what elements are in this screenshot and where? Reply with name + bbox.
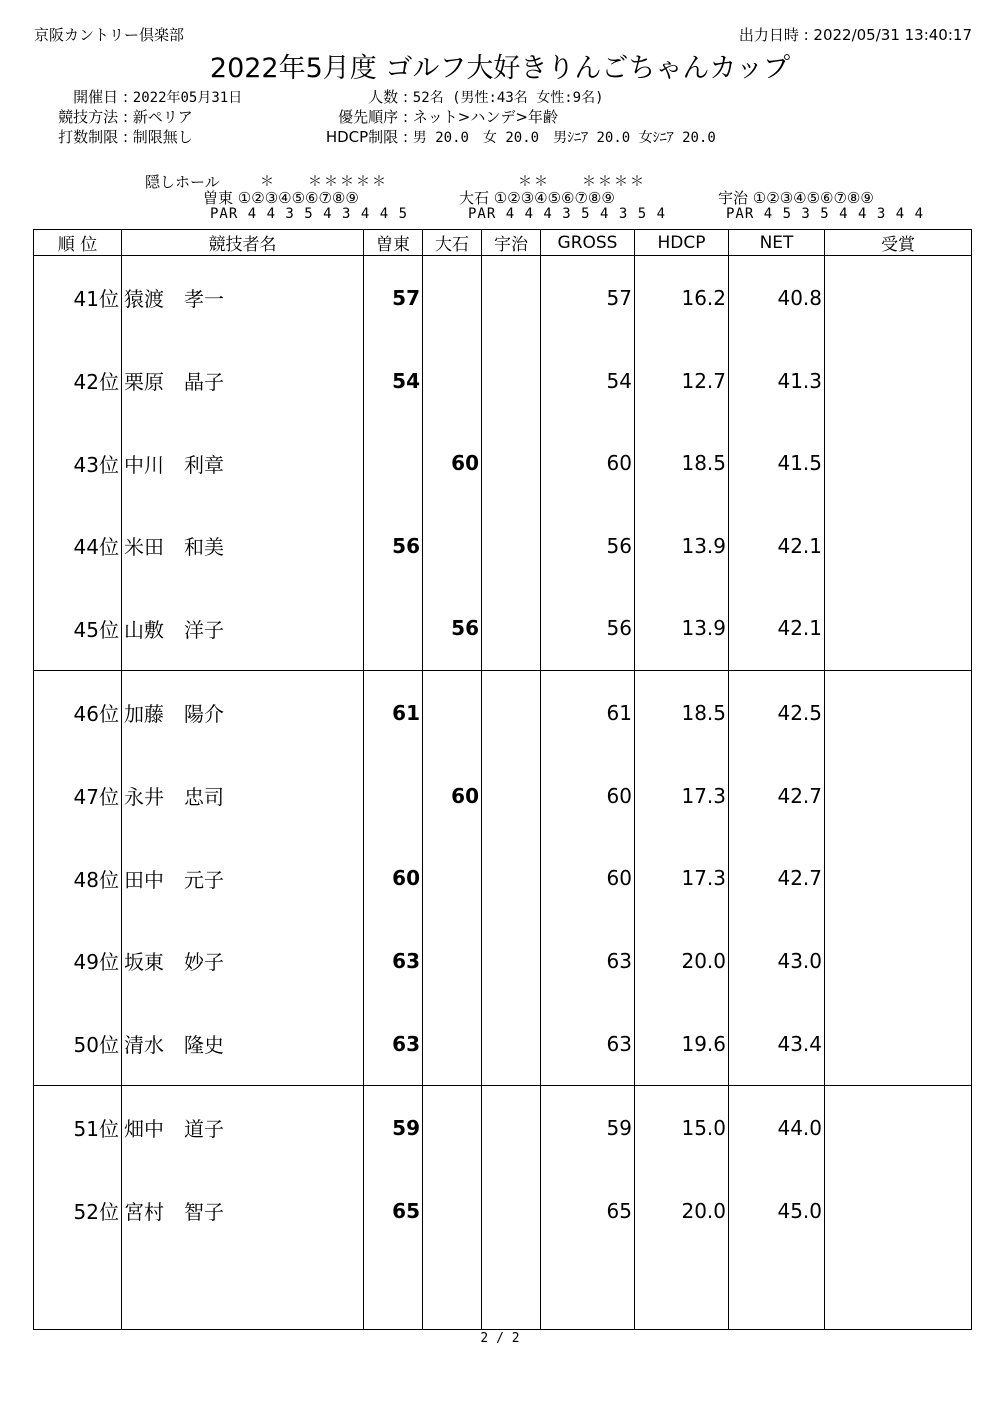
net-cell: 42.7	[729, 754, 825, 836]
course1-par: PAR 4 4 3 5 4 3 4 4 5	[210, 206, 409, 222]
gross-cell: 61	[541, 671, 635, 755]
rank-cell: 51位	[34, 1086, 122, 1170]
page-title: 2022年5月度 ゴルフ大好きりんごちゃんカップ	[209, 53, 791, 84]
info-method-label: 競技方法 :	[58, 108, 128, 126]
rank-cell: 41位	[34, 256, 122, 340]
player-name-cell: 加藤 陽介	[122, 671, 364, 755]
table-row	[34, 256, 972, 340]
hdcp-cell: 13.9	[635, 587, 729, 671]
empty-cell	[34, 1252, 122, 1329]
course3-score-cell	[482, 671, 541, 755]
player-name-cell: 米田 和美	[122, 504, 364, 586]
table-row	[34, 1002, 972, 1086]
course3-score-cell	[482, 587, 541, 671]
col-rank-header: 順 位	[34, 230, 122, 256]
empty-cell	[122, 1252, 364, 1329]
player-name-cell: 栗原 晶子	[122, 339, 364, 421]
award-cell	[825, 837, 972, 919]
hdcp-cell: 18.5	[635, 671, 729, 755]
hidden-holes-label: 隠しホール	[145, 173, 220, 191]
course1-score-cell: 61	[364, 671, 423, 755]
course2-score-cell	[423, 504, 482, 586]
award-cell	[825, 1002, 972, 1086]
gross-cell: 60	[541, 837, 635, 919]
award-cell	[825, 919, 972, 1001]
course3-score-cell	[482, 754, 541, 836]
table-row	[34, 754, 972, 836]
hdcp-cell: 18.5	[635, 422, 729, 504]
col-course1-header: 曽東	[364, 230, 423, 256]
info-priority	[300, 106, 558, 127]
course2-score-cell	[423, 837, 482, 919]
info-hdcp-label: HDCP制限 :	[325, 128, 408, 146]
gross-cell: 63	[541, 1002, 635, 1086]
col-course3-header: 宇治	[482, 230, 541, 256]
course3-score-cell	[482, 837, 541, 919]
rank-cell: 50位	[34, 1002, 122, 1086]
info-method	[40, 106, 193, 127]
net-cell: 43.4	[729, 1002, 825, 1086]
col-net-header: NET	[729, 230, 825, 256]
course1-score-cell: 56	[364, 504, 423, 586]
course1-score-cell: 60	[364, 837, 423, 919]
player-name-cell: 山敷 洋子	[122, 587, 364, 671]
course2-score-cell: 60	[423, 422, 482, 504]
award-cell	[825, 1086, 972, 1170]
award-cell	[825, 256, 972, 340]
player-name-cell: 田中 元子	[122, 837, 364, 919]
col-gross-header: GROSS	[541, 230, 635, 256]
table-row	[34, 671, 972, 755]
gross-cell: 60	[541, 422, 635, 504]
rank-cell: 47位	[34, 754, 122, 836]
table-row	[34, 339, 972, 421]
course3-score-cell	[482, 1002, 541, 1086]
table-row	[34, 1170, 972, 1252]
course3-score-cell	[482, 339, 541, 421]
empty-cell	[635, 1252, 729, 1329]
course3-score-cell	[482, 504, 541, 586]
course2-score-cell	[423, 919, 482, 1001]
hdcp-cell: 17.3	[635, 754, 729, 836]
table-row	[34, 837, 972, 919]
course1-hidden-stars: ＊ ＊＊＊＊＊	[260, 174, 388, 190]
info-priority-value: ネット>ハンデ>年齢	[412, 108, 558, 126]
course2-holes	[459, 187, 615, 208]
course2-score-cell	[423, 256, 482, 340]
rank-cell: 52位	[34, 1170, 122, 1252]
award-cell	[825, 671, 972, 755]
course1-score-cell: 59	[364, 1086, 423, 1170]
net-cell: 42.7	[729, 837, 825, 919]
course1-name: 曽東	[203, 189, 234, 207]
rank-cell: 48位	[34, 837, 122, 919]
player-name-cell: 坂東 妙子	[122, 919, 364, 1001]
info-date	[40, 86, 242, 107]
player-name-cell: 猿渡 孝一	[122, 256, 364, 340]
empty-cell	[825, 1252, 972, 1329]
player-name-cell: 宮村 智子	[122, 1170, 364, 1252]
gross-cell: 57	[541, 256, 635, 340]
col-hdcp-header: HDCP	[635, 230, 729, 256]
col-award-header: 受賞	[825, 230, 972, 256]
hdcp-cell: 20.0	[635, 919, 729, 1001]
course3-score-cell	[482, 256, 541, 340]
rank-cell: 43位	[34, 422, 122, 504]
table-row	[34, 504, 972, 586]
table-row	[34, 422, 972, 504]
empty-cell	[364, 1252, 423, 1329]
gross-cell: 54	[541, 339, 635, 421]
gross-cell: 63	[541, 919, 635, 1001]
course2-score-cell	[423, 339, 482, 421]
course2-hidden-stars: ＊＊ ＊＊＊＊	[518, 174, 646, 190]
course2-score-cell	[423, 1002, 482, 1086]
info-hdcp-value: 男 20.0 女 20.0 男ｼﾆｱ 20.0 女ｼﾆｱ 20.0	[412, 130, 716, 146]
table-row	[34, 919, 972, 1001]
award-cell	[825, 587, 972, 671]
course1-score-cell	[364, 587, 423, 671]
course2-par: PAR 4 4 4 3 5 4 3 5 4	[468, 206, 667, 222]
net-cell: 45.0	[729, 1170, 825, 1252]
rank-cell: 45位	[34, 587, 122, 671]
gross-cell: 56	[541, 504, 635, 586]
info-limit	[40, 126, 193, 147]
print-timestamp: 出力日時 : 2022/05/31 13:40:17	[738, 26, 972, 44]
net-cell: 44.0	[729, 1086, 825, 1170]
course1-score-cell	[364, 754, 423, 836]
player-name-cell: 中川 利章	[122, 422, 364, 504]
rank-cell: 44位	[34, 504, 122, 586]
course1-score-cell: 63	[364, 919, 423, 1001]
course2-name: 大石	[459, 189, 490, 207]
info-limit-label: 打数制限 :	[58, 128, 128, 146]
course1-score-cell: 54	[364, 339, 423, 421]
empty-cell	[482, 1252, 541, 1329]
player-name-cell: 永井 忠司	[122, 754, 364, 836]
table-row	[34, 1086, 972, 1170]
info-limit-value: 制限無し	[132, 128, 193, 146]
hdcp-cell: 15.0	[635, 1086, 729, 1170]
hdcp-cell: 13.9	[635, 504, 729, 586]
course3-name: 宇治	[718, 189, 749, 207]
hdcp-cell: 20.0	[635, 1170, 729, 1252]
info-players-value: 52名 (男性:43名 女性:9名)	[412, 90, 604, 106]
results-table	[33, 229, 972, 1330]
net-cell: 42.1	[729, 504, 825, 586]
empty-cell	[423, 1252, 482, 1329]
course1-score-cell: 63	[364, 1002, 423, 1086]
course2-score-cell: 56	[423, 587, 482, 671]
course2-score-cell: 60	[423, 754, 482, 836]
club-name: 京阪カントリー倶楽部	[34, 26, 185, 44]
table-filler-row	[34, 1252, 972, 1329]
course2-score-cell	[423, 671, 482, 755]
gross-cell: 59	[541, 1086, 635, 1170]
empty-cell	[541, 1252, 635, 1329]
hdcp-cell: 17.3	[635, 837, 729, 919]
info-players	[300, 86, 604, 107]
net-cell: 40.8	[729, 256, 825, 340]
gross-cell: 56	[541, 587, 635, 671]
rank-cell: 42位	[34, 339, 122, 421]
hdcp-cell: 12.7	[635, 339, 729, 421]
hdcp-cell: 19.6	[635, 1002, 729, 1086]
course1-holes	[203, 187, 359, 208]
table-row	[34, 587, 972, 671]
info-players-label: 人数 :	[368, 88, 408, 106]
award-cell	[825, 1170, 972, 1252]
course3-score-cell	[482, 1170, 541, 1252]
course3-score-cell	[482, 422, 541, 504]
player-name-cell: 畑中 道子	[122, 1086, 364, 1170]
course1-score-cell: 65	[364, 1170, 423, 1252]
course3-score-cell	[482, 919, 541, 1001]
rank-cell: 46位	[34, 671, 122, 755]
net-cell: 41.3	[729, 339, 825, 421]
rank-cell: 49位	[34, 919, 122, 1001]
course1-score-cell: 57	[364, 256, 423, 340]
course2-hole-numbers: ①②③④⑤⑥⑦⑧⑨	[493, 189, 615, 207]
award-cell	[825, 754, 972, 836]
net-cell: 42.5	[729, 671, 825, 755]
empty-cell	[729, 1252, 825, 1329]
course3-holes	[718, 187, 874, 208]
course2-score-cell	[423, 1170, 482, 1252]
course3-score-cell	[482, 1086, 541, 1170]
gross-cell: 65	[541, 1170, 635, 1252]
page-number: 2 / 2	[480, 1331, 520, 1346]
info-hdcp	[300, 126, 716, 147]
col-name-header: 競技者名	[122, 230, 364, 256]
gross-cell: 60	[541, 754, 635, 836]
award-cell	[825, 504, 972, 586]
award-cell	[825, 339, 972, 421]
course3-par: PAR 4 5 3 5 4 4 3 4 4	[726, 206, 925, 222]
info-date-label: 開催日 :	[73, 88, 128, 106]
net-cell: 41.5	[729, 422, 825, 504]
award-cell	[825, 422, 972, 504]
course2-score-cell	[423, 1086, 482, 1170]
course3-hole-numbers: ①②③④⑤⑥⑦⑧⑨	[752, 189, 874, 207]
hdcp-cell: 16.2	[635, 256, 729, 340]
net-cell: 43.0	[729, 919, 825, 1001]
table-header-row	[34, 230, 972, 256]
info-method-value: 新ペリア	[132, 108, 193, 126]
info-priority-label: 優先順序 :	[338, 108, 408, 126]
course1-score-cell	[364, 422, 423, 504]
col-course2-header: 大石	[423, 230, 482, 256]
net-cell: 42.1	[729, 587, 825, 671]
course1-hole-numbers: ①②③④⑤⑥⑦⑧⑨	[237, 189, 359, 207]
player-name-cell: 清水 隆史	[122, 1002, 364, 1086]
info-date-value: 2022年05月31日	[132, 90, 243, 106]
